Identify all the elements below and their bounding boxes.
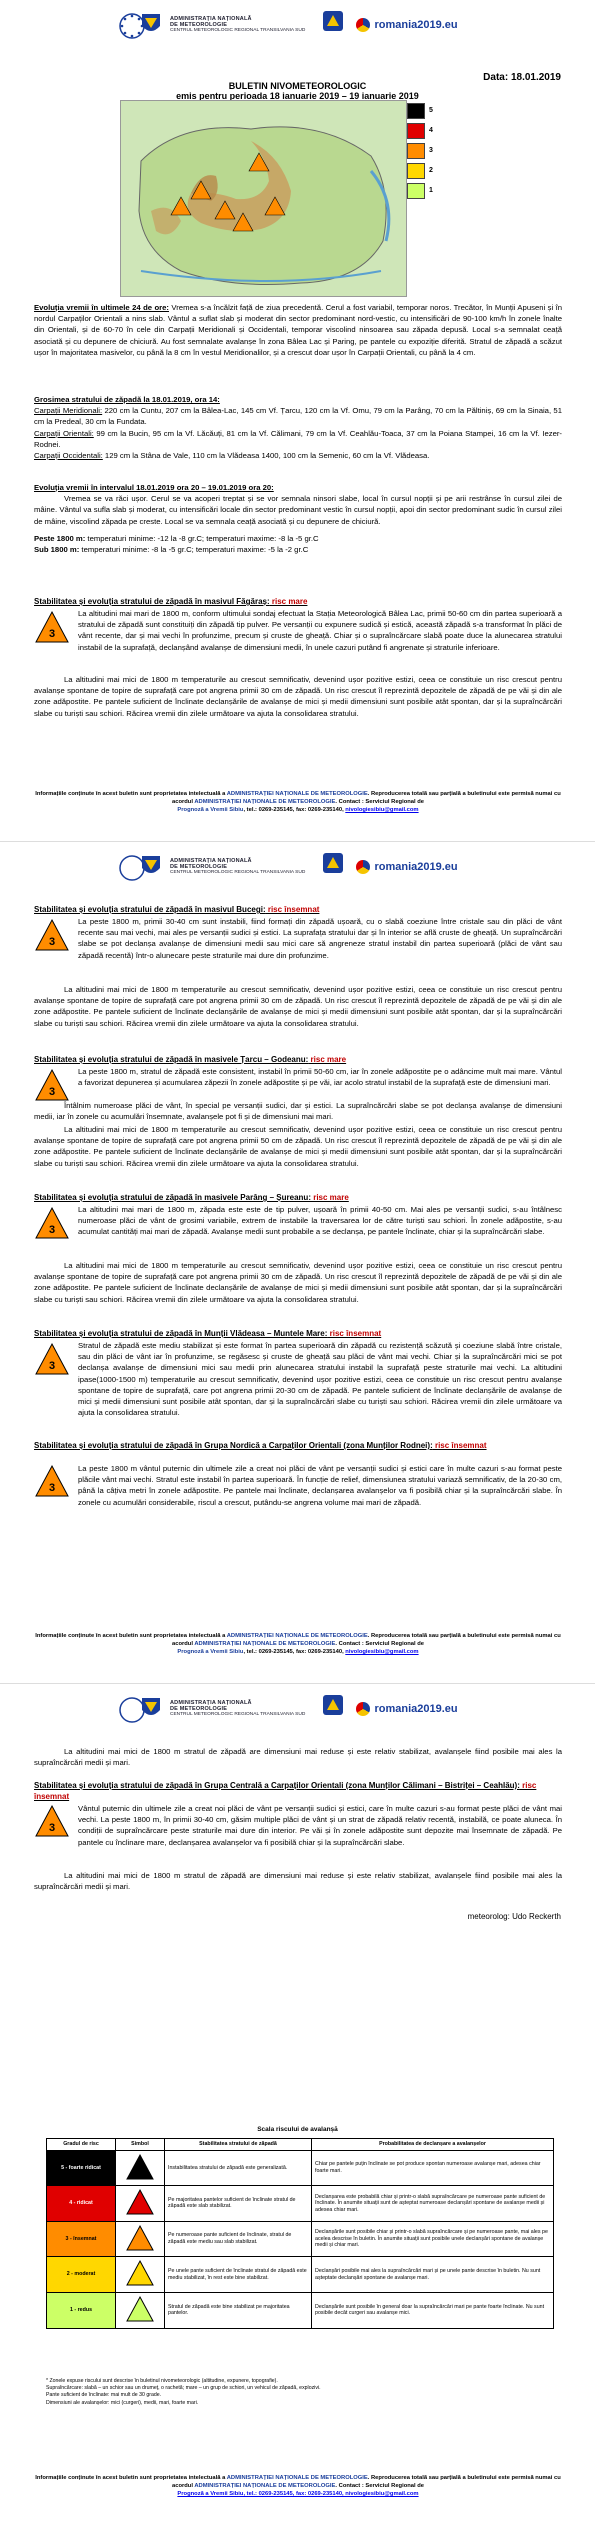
forecast-above-1800: Peste 1800 m: temperaturi minime: -12 la -8 gr.C; temperaturi maxime: -8 la -5 gr.C <box>34 533 319 543</box>
anm-title <box>170 16 320 34</box>
romania2019-logo <box>356 16 476 38</box>
forecast-heading: Evoluția vremii în intervalul 18.01.2019 ora 20 – 19.01.2019 ora 20: <box>34 483 274 492</box>
scale-stability-cell: Stratul de zăpadă este bine stabilizat pe majoritatea pantelor. <box>165 2292 312 2328</box>
snow-depth-meridionali: Carpații Meridionali: 220 cm la Cuntu, 207 cm la Bâlea-Lac, 145 cm Vf. Țarcu, 120 cm la Vf. Omu, 79 cm la Parâng, 70 cm la Păltiniș, 69 cm la Sinaia, 51 cm la Predeal, 30 cm la Fundata. <box>34 406 562 427</box>
danger-scale-legend <box>407 102 447 202</box>
forecast-text: Vremea se va răci ușor. Cerul se va acoperi treptat și se vor semnala ninsori slabe, local în cursul nopții și pe arii restrânse în cursul zilei de mâine. Vântul va sufla slab și moderat, cu intensificări locale din sector predominant vestic în cursul nopții, apoi din sector predominant sudic în cursul zilei de mâine, viscolind zăpada pe creste. Local se va semnala ceață asociată și cu depunere de chiciură. <box>34 494 562 526</box>
bucegi-title: Stabilitatea și evoluția stratului de zăpadă în masivul Bucegi: risc însemnat <box>34 905 320 914</box>
scale-grade-cell: 1 - redus <box>47 2292 116 2328</box>
scale-probability-cell: Declanșările sunt posibile în general doar la supraîncărcări mari pe pante foarte înclinate. Nu sunt posibile decât curgeri sau avalanșe mici. <box>312 2292 554 2328</box>
risk-level-3-icon <box>34 1342 70 1378</box>
legend-level-4: 4 <box>407 122 447 139</box>
snow-depth-section <box>34 394 562 461</box>
anm-emblem-icon <box>140 1696 162 1720</box>
scale-stability-cell: Pe majoritatea pantelor suficient de înclinate stratul de zăpadă este slab stabilizat. <box>165 2186 312 2222</box>
vladeasa-title: Stabilitatea și evoluția stratului de zăpadă în Munții Vlădeasa – Muntele Mare: risc însemnat <box>34 1329 382 1338</box>
scale-header-symbol: Simbol <box>116 2139 165 2151</box>
risk-level-3-icon <box>34 1206 70 1242</box>
scale-symbol-cell <box>116 2257 165 2293</box>
romania2019-icon <box>356 860 370 874</box>
risk-level-label: risc însemnat <box>34 1781 537 1801</box>
tarcu-paragraph-2: Întâlnim numeroase plăci de vânt, în special pe versanții sudici, dar și estici. La supraîncărcări slabe se pot declanșa avalanșe de dimensiuni medii, iar în zonele cu acumulări însemnate, avalanșele pot fi și de dimensiuni mai mari. <box>34 1101 562 1122</box>
scale-row <box>47 2186 554 2222</box>
relief-map-icon <box>121 101 406 296</box>
bulletin-date: Data: 18.01.2019 <box>483 72 561 83</box>
government-logo <box>320 8 346 34</box>
footer-contact-line[interactable]: Prognoză a Vremii Sibiu, tel.: 0269-235145, fax: 0269-235140, nivologiesibiu@gmail.com <box>177 2491 419 2497</box>
scale-symbol-cell <box>116 2292 165 2328</box>
bulletin-title: BULETIN NIVOMETEOROLOGIC <box>228 81 367 91</box>
risk-level-symbol-icon <box>125 2224 155 2252</box>
svg-text:3: 3 <box>48 1360 56 1372</box>
risk-level-label: risc însemnat <box>265 905 320 914</box>
svg-text:3: 3 <box>48 1482 56 1494</box>
scale-header-row <box>47 2139 554 2151</box>
risk-level-symbol-icon <box>125 2153 155 2181</box>
svg-text:3: 3 <box>48 936 56 948</box>
weather-evolution-text: Vremea s-a încălzit față de ziua precedentă. Cerul a fost variabil, temporar noros. Trecător, în Munții Apuseni și în nordul Carpaților Orientali a nins slab. Vântul a suflat slab și moderat din sector predominant nord-vestic, cu intensificări de 90-100 km/h în zonele înalte din Orientali, și de 60-70 în cele din Carpații Meridionali și Occidentali, temporar viscolind ninsoarea sau zăpada depusă. Local s-a semnalat ceață asociată și cu depunere de chiciură. Au fost semnalate avalanșe în zona Bâlea Lac și Paring, pe pantele cu expoziție diferită. Stratul de zăpadă a scăzut ușor în majoritatea masivelor, cu până la 8 cm în vestul Meridionalilor, și a crescut doar ușor în Carpații Orientali, cu până la 4 cm. <box>34 303 562 357</box>
anm-emblem-icon <box>140 854 162 878</box>
rodnei-paragraph-1: La peste 1800 m vântul puternic din ultimele zile a creat noi plăci de vânt pe versanții sudici și estici care în multe cazuri s-au format peste plăcile vânt mai vechi. Stratul este instabil în partea superioară. În funcție de relief, dimensiunea stratului variază semnificativ, de la 20-30 cm, până la câțiva metri în zonele adăpostite. Pe pantele mai înclinate, declanșarea avalanșelor va fi posibilă chiar și la supraîncărcări slabe. În zonele cu acumulări considerabile, riscul a crescut, putându-se angrena volume mai mari de zăpadă. <box>78 1464 562 1507</box>
anm-emblem-icon <box>140 12 162 36</box>
calimani-title: Stabilitatea și evoluția stratului de zăpadă în Grupa Centrală a Carpaților Orientali (zona Munților Călimani – Bistriței – Ceahlău): risc însemnat <box>34 1781 537 1801</box>
anm-line2: DE METEOROLOGIE <box>170 22 228 28</box>
scale-row <box>47 2150 554 2186</box>
risk-level-label: risc mare <box>310 1193 349 1202</box>
scale-stability-cell: Instabilitatea stratului de zăpadă este generalizată. <box>165 2150 312 2186</box>
bucegi-paragraph-1: La peste 1800 m, primii 30-40 cm sunt instabili, fiind formați din zăpadă ușoară, cu o slabă coeziune între cristale sau din plăci de vânt recente sau mai vechi, mai ales pe versanții sudici și estici. La suprafața stratului dar și în interior se află cruste de gheață. Un supraîncărcări slabe se pot declanșa avalanșe de dimensiuni medii sau mici care să angreneze stratul instabil din partea superioară (plăci de vânt sau zăpadă recentă) într-o alunecare peste straturile mai dure din profunzime. <box>78 917 562 960</box>
romania2019-text: romania2019.eu <box>374 18 458 31</box>
romania2019-icon <box>356 18 370 32</box>
scale-header-grade: Gradul de risc <box>47 2139 116 2151</box>
scale-symbol-cell <box>116 2150 165 2186</box>
scale-note: Dimensiuni ale avalanșelor: mici (curgeri), medii, mari, foarte mari. <box>46 2399 199 2406</box>
anm-title: ADMINISTRAȚIA NAȚIONALĂ DE METEOROLOGIE CENTRUL METEOROLOGIC REGIONAL TRANSILVANIA SUD <box>170 1700 306 1717</box>
risk-level-3-icon <box>34 610 70 646</box>
scale-probability-cell: Declanșarea este probabilă chiar și printr-o slabă supraîncărcare pe numeroase pante suficient de înclinate. În anumite situații sunt de așteptat numeroase declanșări spontane de avalanșe medii și adesea chiar mari. <box>312 2186 554 2222</box>
page-header <box>0 842 595 898</box>
page-footer: Informațiile conținute în acest buletin sunt proprietatea intelectuală a ADMINISTRAȚIEI NAȚIONALE DE METEOROLOGIE. Reproducerea totală sau parțială a buletinului este permisă numai cu acordul ADMINISTRAȚIEI NAȚIONALE DE METEOROLOGIE. Contact : Serviciul Regional de Prognoză a Vremii Sibiu, tel.: 0269-235145, fax: 0269-235140, nivologiesibiu@gmail.com <box>35 2475 561 2497</box>
legend-level-3: 3 <box>407 142 447 159</box>
risk-level-symbol-icon <box>125 2188 155 2216</box>
risk-level-label: risc însemnat <box>327 1329 382 1338</box>
contact-email-link[interactable]: nivologiesibiu@gmail.com <box>345 1649 419 1655</box>
parang-paragraph-1: La altitudini mai mari de 1800 m, zăpada este este de tip pulver, ușoară în primii 40-50 cm. Mai ales pe versanții sudici, s-au întâlnesc numeroase plăci de vânt de grosimi variabile, extrem de instabile la traversarea lor de către turiști sau schiori. În zonele adăpostite, s-au acumulat cantități mai mari de zăpadă. Avalanșe medii sunt probabile a se declanșa, pe pantele înclinate, chiar și la supraîncărcări slabe. <box>78 1205 562 1237</box>
government-logo <box>320 850 346 876</box>
scale-row <box>47 2292 554 2328</box>
risk-level-3-icon <box>34 1464 70 1500</box>
scale-grade-cell: 4 - ridicat <box>47 2186 116 2222</box>
romania2019-icon <box>356 1702 370 1716</box>
scale-grade-cell: 5 - foarte ridicat <box>47 2150 116 2186</box>
page-header <box>0 1684 595 1740</box>
risk-level-3-icon <box>34 1804 70 1840</box>
avalanche-scale-title: Scala riscului de avalanșă <box>257 2126 338 2133</box>
weather-evolution-heading: Evoluția vremii în ultimele 24 de ore: <box>34 303 169 312</box>
scale-symbol-cell <box>116 2221 165 2257</box>
page-footer: Informațiile conținute în acest buletin sunt proprietatea intelectuală a ADMINISTRAȚIEI NAȚIONALE DE METEOROLOGIE. Reproducerea totală sau parțială a buletinului este permisă numai cu acordul ADMINISTRAȚIEI NAȚIONALE DE METEOROLOGIE. Contact : Serviciul Regional de Prognoză a Vremii Sibiu, tel.: 0269-235145, fax: 0269-235140, nivologiesibiu@gmail.com <box>35 791 561 813</box>
fagaras-paragraph-2: La altitudini mai mici de 1800 m temperaturile au crescut semnificativ, devenind ușor pozitive estizi, ceea ce constituie un risc crescut pentru avalanșe spontane de topire de suprafață care pot angrena primii 30 cm de zăpadă. Un risc crescut îl reprezintă depozitele de zăpadă de pe văi și din ale zone adăpostite. Pe pantele suficient de înclinate declanșările de avalanșe de mici și medii dimensiuni sunt posibile atât spontan, dar și la supraîncărcări slabe cu turiști sau schiori. Răcirea vremii din zilele următoare va ajuta la consolidarea stratului. <box>34 675 562 718</box>
scale-row <box>47 2221 554 2257</box>
fagaras-title: Stabilitatea și evoluția stratului de zăpadă în masivul Făgăraș: risc mare <box>34 597 308 606</box>
fagaras-paragraph-1: La altitudini mai mari de 1800 m, conform ultimului sondaj efectuat la Stația Meteorologică Bâlea Lac, primii 50-60 cm din partea superioară a stratului de zăpadă sunt constituiți din zăpadă tip pulver. Pe versanții cu expunere sudică și estică, această zăpadă s-a transformat în plăci de vânt recente, dar și mai vechi în profunzime, precum și cruste de gheață. Chiar și o supraîncărcare slabă poate duce la alunecarea stratului instabil de la suprafață, declanșând avalanșe de dimensiuni medii, în unele cazuri putând fi angrenate și straturile inferioare. <box>78 609 562 652</box>
risk-level-symbol-icon <box>125 2259 155 2287</box>
scale-stability-cell: Pe unele pante suficient de înclinate stratul de zăpadă este mediu stabilizat, în rest este bine stabilizat. <box>165 2257 312 2293</box>
risk-level-symbol-icon <box>125 2295 155 2323</box>
risk-level-label: risc mare <box>308 1055 347 1064</box>
avalanche-risk-scale-table <box>46 2138 554 2329</box>
tarcu-godeanu-title: Stabilitatea și evoluția stratului de zăpadă în masivele Țarcu – Godeanu: risc mare <box>34 1055 347 1064</box>
scale-grade-cell: 3 - însemnat <box>47 2221 116 2257</box>
svg-text:3: 3 <box>48 1086 56 1098</box>
scale-probability-cell: Chiar pe pantele puțin înclinate se pot produce spontan numeroase avalanșe mari, adesea chiar foarte mari. <box>312 2150 554 2186</box>
weather-evolution-paragraph <box>34 302 562 358</box>
snow-depth-orientali: Carpații Orientali: 99 cm la Bucin, 95 cm la Vf. Lăcăuți, 81 cm la Vf. Călimani, 79 cm la Vf. Ceahlău-Toaca, 37 cm la Poiana Stampei, 16 cm la Vf. Iezer-Rodnei. <box>34 428 562 449</box>
scale-stability-cell: Pe numeroase pante suficient de înclinate, stratul de zăpadă este mediu sau slab stabilizat. <box>165 2221 312 2257</box>
risk-level-label: risc mare <box>269 597 308 606</box>
vladeasa-paragraph-1: Stratul de zăpadă este mediu stabilizat și este format în partea superioară din zăpadă cu rezistență scăzută și coeziune slabă între cristale, sau din plăci de vânt iar în profunzime, se regăsesc și cruste de gheață sau plăci de vânt mai vechi. Chiar și la supraîncărcări mici se pot declanșa avalanșe de dimensiuni mici sau medii prin alunecarea stratului instabil la suprafață peste straturile mai vechi. La altitudini ipase(1000-1500 m) temperaturile au crescut semnificativ, devenind ușor pozitive estizi, ceea ce constituie un risc crescut pentru avalanșe spontane de topire de suprafață, care pot angrena primii 20-30 cm de zăpadă. Pe pantele suficient de înclinate declanșările de avalanșe de mici și medii dimensiuni sunt posibile atât spontan, dar și la supraîncărcări slabe cu turiști sau schiori. Răcirea vremii din zilele următoare va ajuta la consolidarea stratului. <box>78 1341 562 1418</box>
anm-title: ADMINISTRAȚIA NAȚIONALĂ DE METEOROLOGIE CENTRUL METEOROLOGIC REGIONAL TRANSILVANIA SUD <box>170 858 306 875</box>
legend-level-2: 2 <box>407 162 447 179</box>
scale-header-stability: Stabilitatea stratului de zăpadă <box>165 2139 312 2151</box>
snow-depth-heading: Grosimea stratului de zăpadă la 18.01.2019, ora 14: <box>34 395 220 404</box>
scale-header-probability: Probabilitatea de declanșare a avalanșelor <box>312 2139 554 2151</box>
bucegi-paragraph-2: La altitudini mai mici de 1800 m temperaturile au crescut semnificativ, devenind ușor pozitive estizi, ceea ce constituie un risc crescut pentru avalanșe spontane de topire de suprafață care pot angrena primii 30 cm de zăpadă. Un risc crescut îl reprezintă depozitele de zăpadă de pe văi și din ale zone adăpostite. Pe pantele suficient de înclinate declanșările de avalanșe de mici și medii dimensiuni sunt posibile atât spontan, dar și la supraîncărcări slabe cu turiști sau schiori. Răcirea vremii din zilele următoare va ajuta la consolidarea stratului. <box>34 985 562 1028</box>
tarcu-paragraph-1: La peste 1800 m, stratul de zăpadă este consistent, instabil în primii 50-60 cm, iar în zonele adăpostite pe o adâncime mult mai mare. Vântul a favorizat depunerea și acumularea zăpezii în zonele adăpostite și pe văi, iar acolo stratul instabil de la suprafață este de dimensiuni mari. <box>78 1067 562 1088</box>
contact-email-link[interactable]: nivologiesibiu@gmail.com <box>345 807 419 813</box>
romania-avalanche-risk-map <box>120 100 407 297</box>
forecast-below-1800: Sub 1800 m: temperaturi minime: -8 la -5 gr.C; temperaturi maxime: -5 la -2 gr.C <box>34 545 309 555</box>
forecast-section <box>34 482 562 555</box>
scale-row <box>47 2257 554 2293</box>
scale-probability-cell: Declanșări posibile mai ales la supraîncărcări mari și pe unele pante descrise în buletin. Nu sunt așteptate declanșări spontane de avalanșe mari. <box>312 2257 554 2293</box>
scale-note: Pante suficient de înclinate: mai mult de 30 grade. <box>46 2392 162 2399</box>
scale-note: * Zonele expuse riscului sunt descrise în buletinul nivometeorologic (altitudine, expunere, topografie). <box>46 2378 278 2384</box>
legend-level-1: 1 <box>407 182 447 199</box>
risk-level-3-icon <box>34 1068 70 1104</box>
snow-depth-occidentali: Carpații Occidentali: 129 cm la Stâna de Vale, 110 cm la Vlădeasa 1400, 100 cm la Semenic, 60 cm la Vf. Vlădeasa. <box>34 451 430 461</box>
parang-paragraph-2: La altitudini mai mici de 1800 m temperaturile au crescut semnificativ, devenind ușor pozitive estizi, ceea ce constituie un risc crescut pentru avalanșe spontane de topire de suprafață care pot angrena primii 30 cm de zăpadă. Un risc crescut îl reprezintă depozitele de zăpadă de pe văi și din ale zone adăpostite. Pe pantele suficient de înclinate declanșările de avalanșe de mici și medii dimensiuni sunt posibile atât spontan, dar și la supraîncărcări slabe cu turiști sau schiori. Răcirea vremii din zilele următoare va ajuta la consolidarea stratului. <box>34 1261 562 1304</box>
romania2019-logo: romania2019.eu <box>356 1700 476 1722</box>
risk-level-3-icon <box>34 918 70 954</box>
scale-probability-cell: Declanșările sunt posibile chiar și printr-o slabă supraîncărcare și pe numeroase pante, mai ales pe acelea descrise în buletin. În anumite situații sunt posibile unele declanșări spontane de avalanșe medii și chiar mari. <box>312 2221 554 2257</box>
rodnei-paragraph-2: La altitudini mai mici de 1800 m stratul de zăpadă are dimensiuni mai reduse și este relativ stabilizat, avalanșele fiind posibile mai ales la supraîncărcări medii și mari. <box>34 1747 562 1768</box>
parang-sureanu-title: Stabilitatea și evoluția stratului de zăpadă în masivele Parâng – Șureanu: risc mare <box>34 1193 349 1202</box>
svg-text:3: 3 <box>48 1822 56 1834</box>
scale-symbol-cell <box>116 2186 165 2222</box>
scale-note: Supraîncărcare: slabă – un schior sau un drumeț, o rachetă; mare – un grup de schiori, un vehicul de zăpadă, explozivi. <box>46 2385 321 2392</box>
page-footer: Informațiile conținute în acest buletin sunt proprietatea intelectuală a ADMINISTRAȚIEI NAȚIONALE DE METEOROLOGIE. Reproducerea totală sau parțială a buletinului este permisă numai cu acordul ADMINISTRAȚIEI NAȚIONALE DE METEOROLOGIE. Contact : Serviciul Regional de Prognoză a Vremii Sibiu, tel.: 0269-235145, fax: 0269-235140, nivologiesibiu@gmail.com <box>35 1633 561 1655</box>
risk-level-label: risc însemnat <box>432 1441 487 1450</box>
tarcu-paragraph-3: La altitudini mai mici de 1800 m temperaturile au crescut semnificativ, devenind ușor pozitive estizi, ceea ce constituie un risc crescut pentru avalanșe spontane de topire de suprafață care pot angrena primii 50 cm de zăpadă. Un risc crescut îl reprezintă depozitele de zăpadă de pe văi și din ale zone adăpostite. Pe pantele suficient de înclinate declanșările de avalanșe de mici și medii dimensiuni sunt posibile atât spontan, dar și la supraîncărcări slabe cu turiști sau schiori. Răcirea vremii din zilele următoare va ajuta la consolidarea stratului. <box>34 1125 562 1168</box>
calimani-paragraph-1: Vântul puternic din ultimele zile a creat noi plăci de vânt pe versanții sudici și estici, care în multe cazuri s-au format peste plăci de vânt mai vechi. La peste 1800 m, în primii 30-40 cm, găsim multiple plăci de vânt și un strat de zăpadă relativ recentă, instabilă, ce poate aluneca. În condiții de supraîncărcare peste straturile mai dure din interior. Pe văi și în zonele adăpostite sunt depozite mai însemnate de zăpadă. Pe pantele cu înclinare mare, declanșarea avalanșelor va fi posibilă chiar și la supraîncărcări slabe. <box>78 1804 562 1847</box>
calimani-paragraph-2: La altitudini mai mici de 1800 m stratul de zăpadă are dimensiuni mai reduse și este relativ stabilizat, avalanșele fiind posibile mai ales la supraîncărcări medii și mari. <box>34 1871 562 1892</box>
page-2 <box>0 842 595 1684</box>
legend-level-5: 5 <box>407 102 447 119</box>
anm-line1: ADMINISTRAȚIA NAȚIONALĂ <box>170 16 252 22</box>
meteorologist-signature: meteorolog: Udo Reckerth <box>467 1912 561 1921</box>
government-logo <box>320 1692 346 1718</box>
scale-grade-cell: 2 - moderat <box>47 2257 116 2293</box>
bulletin-period: emis pentru perioada 18 ianuarie 2019 – 19 ianuarie 2019 <box>176 91 419 101</box>
scale-notes <box>46 2378 554 2407</box>
svg-text:3: 3 <box>48 1224 56 1236</box>
anm-line3: CENTRUL METEOROLOGIC REGIONAL TRANSILVANIA SUD <box>170 28 306 33</box>
svg-text:3: 3 <box>48 628 56 640</box>
rodnei-title: Stabilitatea și evoluția stratului de zăpadă în Grupa Nordică a Carpaților Orientali (zona Munților Rodnei): risc însemnat <box>34 1441 487 1450</box>
page-header <box>0 0 595 56</box>
page-1 <box>0 0 595 842</box>
romania2019-logo: romania2019.eu <box>356 858 476 880</box>
